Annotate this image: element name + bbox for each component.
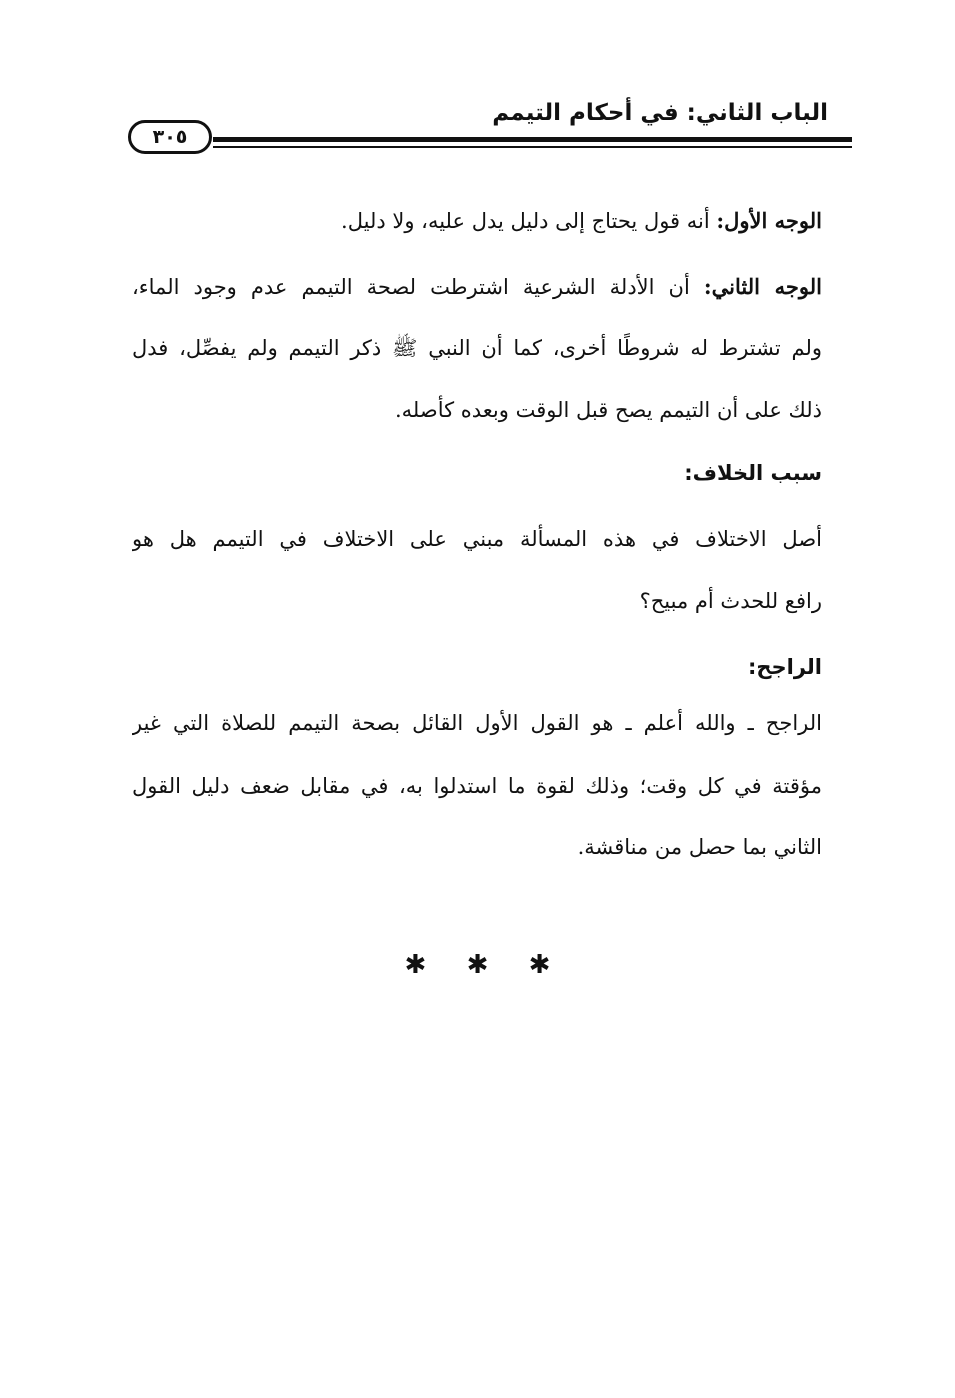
paragraph-line: مؤقتة في كل وقت؛ وذلك لقوة ما استدلوا به، في مقابل ضعف دليل القول <box>132 774 822 798</box>
first-aspect-text: أنه قول يحتاج إلى دليل يدل عليه، ولا دليل. <box>341 209 717 233</box>
paragraph-line: رافع للحدث أم مبيح؟ <box>639 589 822 613</box>
paragraph-line: ولم تشترط له شروطًا أخرى، كما أن النبي ﷺ ذكر التيمم ولم يفصِّل، فدل <box>132 336 822 360</box>
paragraph-line: الراجح ـ والله أعلم ـ هو القول الأول القائل بصحة التيمم للصلاة التي غير <box>132 711 822 735</box>
paragraph-line: الثاني بما حصل من مناقشة. <box>577 835 822 859</box>
section-heading-preferred: الراجح: <box>747 655 822 679</box>
second-aspect-label: الوجه الثاني: <box>703 274 822 299</box>
paragraph-line: أصل الاختلاف في هذه المسألة مبني على الاختلاف في التيمم هل هو <box>132 527 822 551</box>
page-header <box>128 92 828 162</box>
paragraph-line-second-aspect <box>132 264 822 310</box>
paragraph-line-first-aspect <box>132 198 822 244</box>
section-heading-reason: سبب الخلاف: <box>684 461 822 485</box>
header-rule-thin <box>213 146 852 148</box>
section-divider <box>0 950 955 980</box>
page-number: ٣٠٥ <box>128 120 212 154</box>
running-title: الباب الثاني: في أحكام التيمم <box>492 100 828 126</box>
first-aspect-label: الوجه الأول: <box>716 208 822 233</box>
paragraph-line: ذلك على أن التيمم يصح قبل الوقت وبعده كأصله. <box>394 398 822 422</box>
second-aspect-text: أن الأدلة الشرعية اشترطت لصحة التيمم عدم وجود الماء، <box>132 275 704 299</box>
divider-star-icon: ✱ <box>404 950 427 980</box>
divider-star-icon: ✱ <box>528 950 551 980</box>
divider-star-icon: ✱ <box>466 950 489 980</box>
header-rule-thick <box>213 137 852 142</box>
